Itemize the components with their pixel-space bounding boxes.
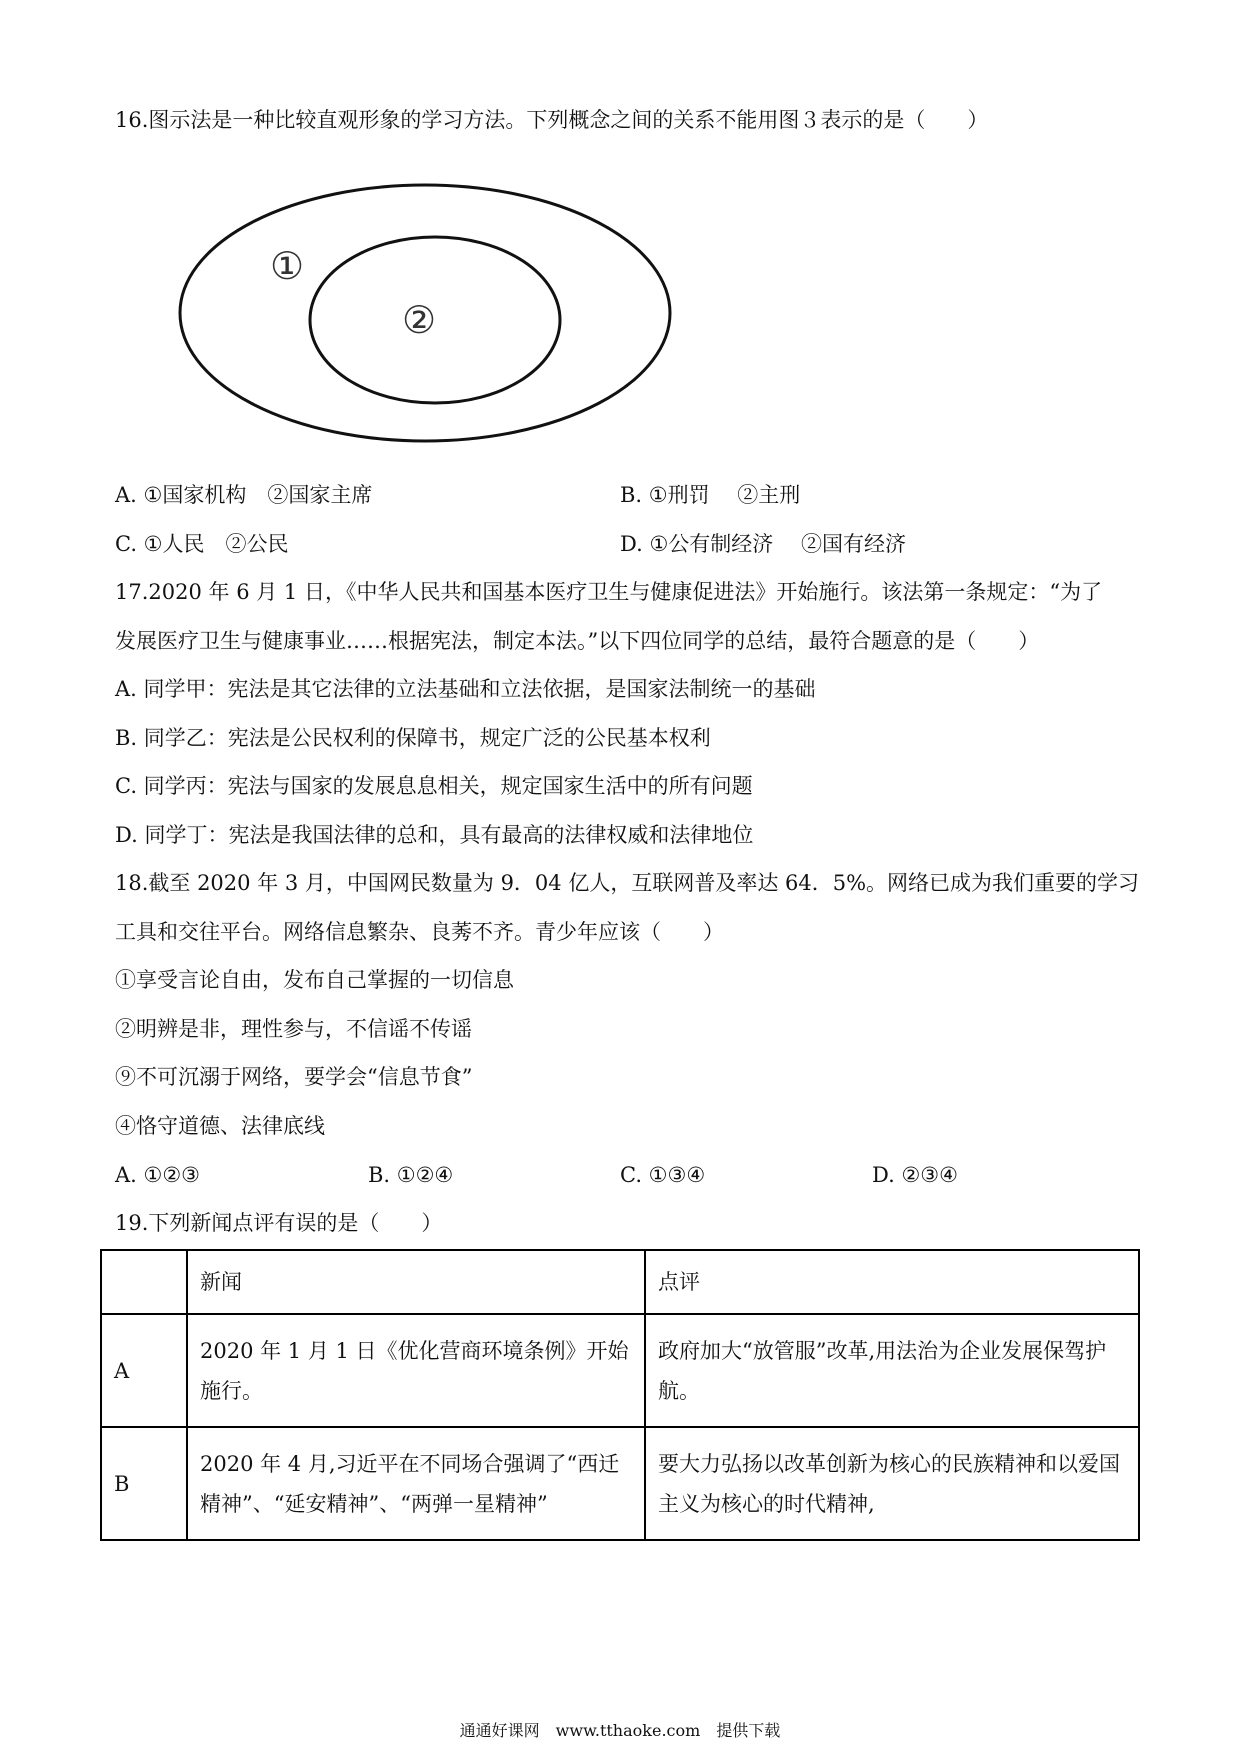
table-header-cell: 点评: [645, 1250, 1139, 1314]
table-header-cell: 新闻: [187, 1250, 645, 1314]
q18-item-4: ④恪守道德、法律底线: [115, 1114, 325, 1138]
table-row: [101, 1427, 1139, 1540]
q17-option-d: D. 同学丁：宪法是我国法律的总和，具有最高的法律权威和法律地位: [115, 823, 754, 847]
news-table: [100, 1249, 1140, 1541]
q18-option-a: A. ①②③: [115, 1163, 200, 1187]
q18-option-d: D. ②③④: [872, 1163, 958, 1187]
q18-stem-line2: 工具和交往平台。网络信息繁杂、良莠不齐。青少年应该（ ）: [115, 920, 724, 944]
table-header-cell: [101, 1250, 187, 1314]
q17-option-b: B. 同学乙：宪法是公民权利的保障书，规定广泛的公民基本权利: [115, 726, 711, 750]
q18-option-b: B. ①②④: [368, 1163, 454, 1187]
comment-cell: 政府加大“放管服”改革,用法治为企业发展保驾护航。: [645, 1314, 1139, 1427]
q18-item-3: ⑨不可沉溺于网络，要学会“信息节食”: [115, 1065, 473, 1089]
news-cell: 2020 年 4 月,习近平在不同场合强调了“西迁精神”、“延安精神”、“两弹一星精神”: [187, 1427, 645, 1540]
q16-option-a: A. ①国家机构 ②国家主席: [115, 483, 373, 507]
q16-option-c: C. ①人民 ②公民: [115, 532, 289, 556]
q19-stem: 19.下列新闻点评有误的是（ ）: [115, 1211, 443, 1235]
table-row: [101, 1314, 1139, 1427]
q18-item-2: ②明辨是非，理性参与，不信谣不传谣: [115, 1017, 472, 1041]
row-label: B: [101, 1427, 187, 1540]
venn-inner-label: ②: [402, 298, 437, 342]
row-label: A: [101, 1314, 187, 1427]
table-header-row: [101, 1250, 1139, 1314]
q16-option-d: D. ①公有制经济 ②国有经济: [620, 532, 906, 556]
news-cell: 2020 年 1 月 1 日《优化营商环境条例》开始施行。: [187, 1314, 645, 1427]
q16-stem: 16.图示法是一种比较直观形象的学习方法。下列概念之间的关系不能用图３表示的是（ ）: [115, 108, 989, 132]
q17-option-c: C. 同学丙：宪法与国家的发展息息相关，规定国家生活中的所有问题: [115, 774, 753, 798]
comment-cell: 要大力弘扬以改革创新为核心的民族精神和以爱国主义为核心的时代精神,: [645, 1427, 1139, 1540]
page-footer: 通通好课网 www.tthaoke.com 提供下载: [459, 1721, 781, 1740]
q16-option-b: B. ①刑罚 ②主刑: [620, 483, 801, 507]
q18-stem-line1: 18.截至 2020 年 3 月，中国网民数量为 9．04 亿人，互联网普及率达 64．5%。网络已成为我们重要的学习: [115, 871, 1140, 895]
q18-item-1: ①享受言论自由，发布自己掌握的一切信息: [115, 968, 514, 992]
venn-outer-label: ①: [270, 244, 305, 288]
q17-stem-line2: 发展医疗卫生与健康事业……根据宪法，制定本法。”以下四位同学的总结，最符合题意的是（ ）: [115, 629, 1040, 653]
q17-stem-line1: 17.2020 年 6 月 1 日，《中华人民共和国基本医疗卫生与健康促进法》开始施行。该法第一条规定：“为了: [115, 580, 1103, 604]
q17-option-a: A. 同学甲：宪法是其它法律的立法基础和立法依据，是国家法制统一的基础: [115, 677, 816, 701]
q18-option-c: C. ①③④: [620, 1163, 706, 1187]
